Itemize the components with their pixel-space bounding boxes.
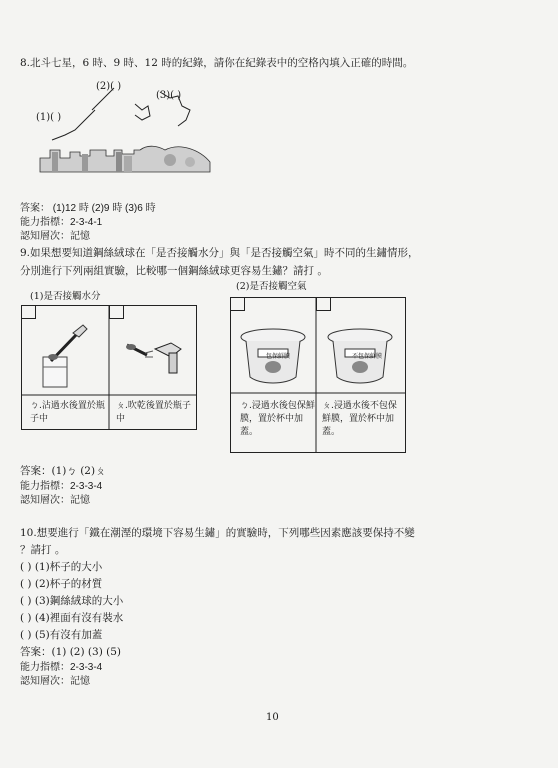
q10-text-line2: ？請打 。 — [20, 544, 66, 556]
q10-option-1: ( ) (1)杯子的大小 — [20, 561, 103, 573]
q10-answer: 答案：(1) (2) (3) (5) — [20, 646, 122, 658]
q9-option-bo-text: ㄅ.沾過水後置於瓶子中 — [30, 401, 105, 424]
q9-text-line1: 9.如果想要知道鋼絲絨球在「是否接觸水分」與「是否接觸空氣」時不同的生鏽情形， — [20, 247, 419, 259]
q9-answer: 答案：(1)ㄅ (2)ㄆ — [20, 465, 106, 477]
q9-ability: 能力指標：2-3-3-4 — [20, 481, 103, 492]
page-number: 10 — [266, 712, 279, 723]
q10-option-5: ( ) (5)有沒有加蓋 — [20, 629, 103, 641]
q10-option-3: ( ) (3)鋼絲絨球的大小 — [20, 595, 124, 607]
q9-cognitive: 認知層次：記憶 — [20, 495, 90, 506]
q9-group2-title: (2)是否接觸空氣 — [236, 281, 307, 292]
q9-label-without-wrap: 不包保鮮膜 — [352, 353, 383, 360]
q8-blank-2: (2)( ) — [96, 81, 122, 92]
q9-text-line2: 分別進行下列兩組實驗，比較哪一個鋼絲絨球更容易生鏽？請打 。 — [20, 265, 328, 277]
q8-answer: 答案： (1)12 時 (2)9 時 (3)6 時 — [20, 203, 156, 214]
q9-option-po2-text: ㄆ.浸過水後不包保鮮膜，置於杯中加蓋。 — [322, 401, 397, 437]
q9-option-bo2-text: ㄅ.浸過水後包保鮮膜，置於杯中加蓋。 — [240, 401, 315, 437]
q8-text: 8.北斗七星，6 時、9 時、12 時的紀錄，請你在紀錄表中的空格內填入正確的時間。 — [20, 57, 414, 69]
q10-ability: 能力指標：2-3-3-4 — [20, 662, 103, 673]
q10-cognitive: 認知層次：記憶 — [20, 676, 90, 687]
q9-group1-title: (1)是否接觸水分 — [30, 291, 101, 302]
q10-text-line1: 10.想要進行「鐵在潮溼的環境下容易生鏽」的實驗時，下列哪些因素應該要保持不變 — [20, 527, 415, 539]
q8-cognitive: 認知層次：記憶 — [20, 231, 90, 242]
q9-label-with-wrap: 包保鮮膜 — [266, 353, 291, 360]
q10-option-4: ( ) (4)裡面有沒有裝水 — [20, 612, 124, 624]
big-dipper-figure — [30, 80, 220, 180]
q10-option-2: ( ) (2)杯子的材質 — [20, 578, 103, 590]
q8-blank-3: (3)( ) — [156, 90, 182, 101]
q8-blank-1: (1)( ) — [36, 112, 62, 123]
q8-ability: 能力指標：2-3-4-1 — [20, 217, 103, 228]
q9-option-po-text: ㄆ.吹乾後置於瓶子中 — [116, 401, 191, 424]
